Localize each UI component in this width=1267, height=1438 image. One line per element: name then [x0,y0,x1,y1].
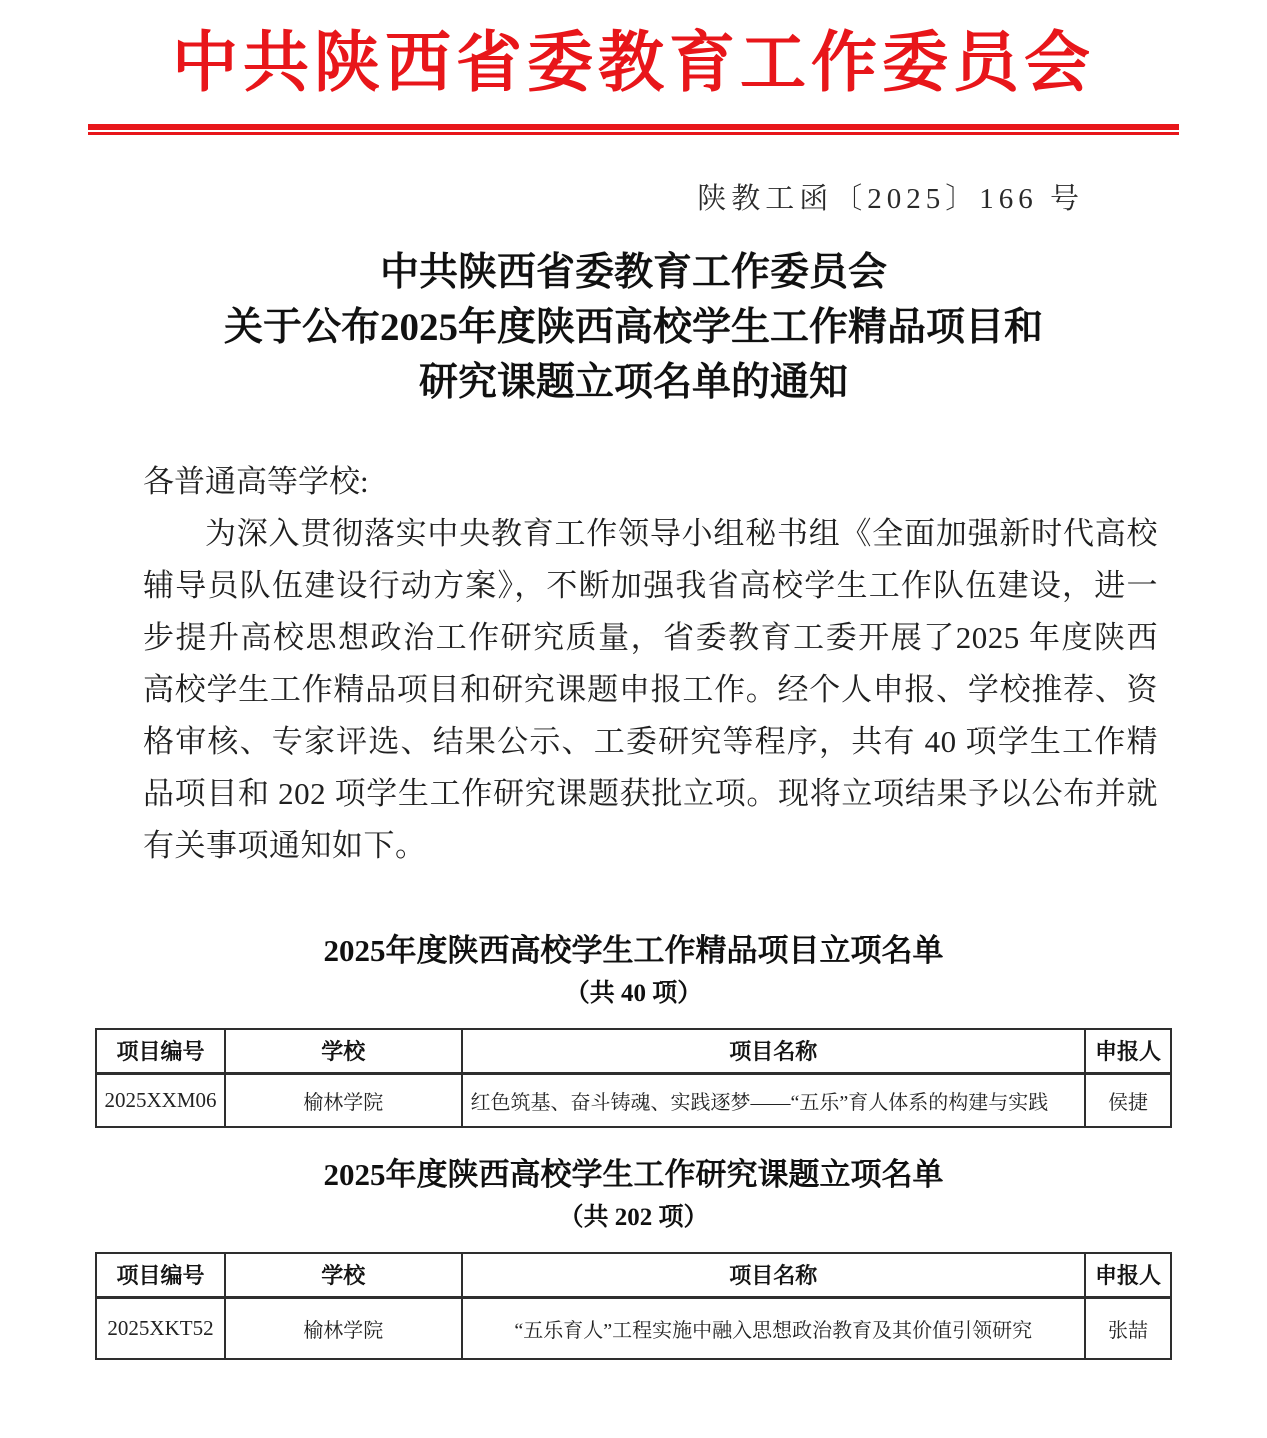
cell-school: 榆林学院 [225,1297,462,1359]
premium-project-list-title: 2025年度陕西高校学生工作精品项目立项名单 [323,933,944,968]
premium-project-table [95,1028,1172,1128]
research-topic-list-section [95,1154,1172,1360]
table-row [96,1073,1171,1127]
salutation: 各普通高等学校: [143,464,369,499]
research-topic-list-title: 2025年度陕西高校学生工作研究课题立项名单 [323,1157,944,1192]
table-header-row [96,1253,1171,1297]
header-project-name: 项目名称 [462,1029,1086,1073]
letterhead [95,26,1172,135]
header-project-code: 项目编号 [96,1029,225,1073]
premium-project-list-section [95,930,1172,1128]
cell-applicant: 侯捷 [1085,1073,1171,1127]
letterhead-divider [88,124,1179,135]
header-school: 学校 [225,1253,462,1297]
cell-project-name: 红色筑基、奋斗铸魂、实践逐梦——“五乐”育人体系的构建与实践 [462,1073,1086,1127]
letterhead-org-name: 中共陕西省委教育工作委员会 [172,27,1095,100]
notice-title-line-1: 中共陕西省委教育工作委员会 [379,251,887,294]
notice-title [95,245,1172,410]
research-topic-list-count: （共 202 项） [558,1204,709,1231]
header-project-code: 项目编号 [96,1253,225,1297]
cell-project-code: 2025XKT52 [96,1297,225,1359]
premium-project-list-count: （共 40 项） [564,980,703,1007]
table-row [96,1297,1171,1359]
cell-applicant: 张喆 [1085,1297,1171,1359]
research-topic-table [95,1252,1172,1360]
header-school: 学校 [225,1029,462,1073]
table-header-row [96,1029,1171,1073]
cell-school: 榆林学院 [225,1073,462,1127]
notice-title-line-2: 关于公布2025年度陕西高校学生工作精品项目和 [223,306,1043,349]
cell-project-name: “五乐育人”工程实施中融入思想政治教育及其价值引领研究 [462,1297,1086,1359]
header-applicant: 申报人 [1085,1029,1171,1073]
notice-title-line-3: 研究课题立项名单的通知 [418,361,848,404]
notice-body [95,456,1172,872]
body-paragraph: 为深入贯彻落实中央教育工作领导小组秘书组《全面加强新时代高校辅导员队伍建设行动方案》，不断加强我省高校学生工作队伍建设，进一步提升高校思想政治工作研究质量，省委教育工委开展了2025 年度陕西高校学生工作精品项目和研究课题申报工作。经个人申报、学校推荐、资格审核、专家评选、结果公示、工委研究等程序，共有 40 项学生工作精品项目和 202 项学生工作研究课题获批立项。现将立项结果予以公布并就有关事项通知如下。 [143,516,1158,863]
header-applicant: 申报人 [1085,1253,1171,1297]
header-project-name: 项目名称 [462,1253,1086,1297]
cell-project-code: 2025XXM06 [96,1073,225,1127]
divider-thin-line [88,132,1179,135]
doc-number: 陕教工函〔2025〕166 号 [697,183,1084,215]
